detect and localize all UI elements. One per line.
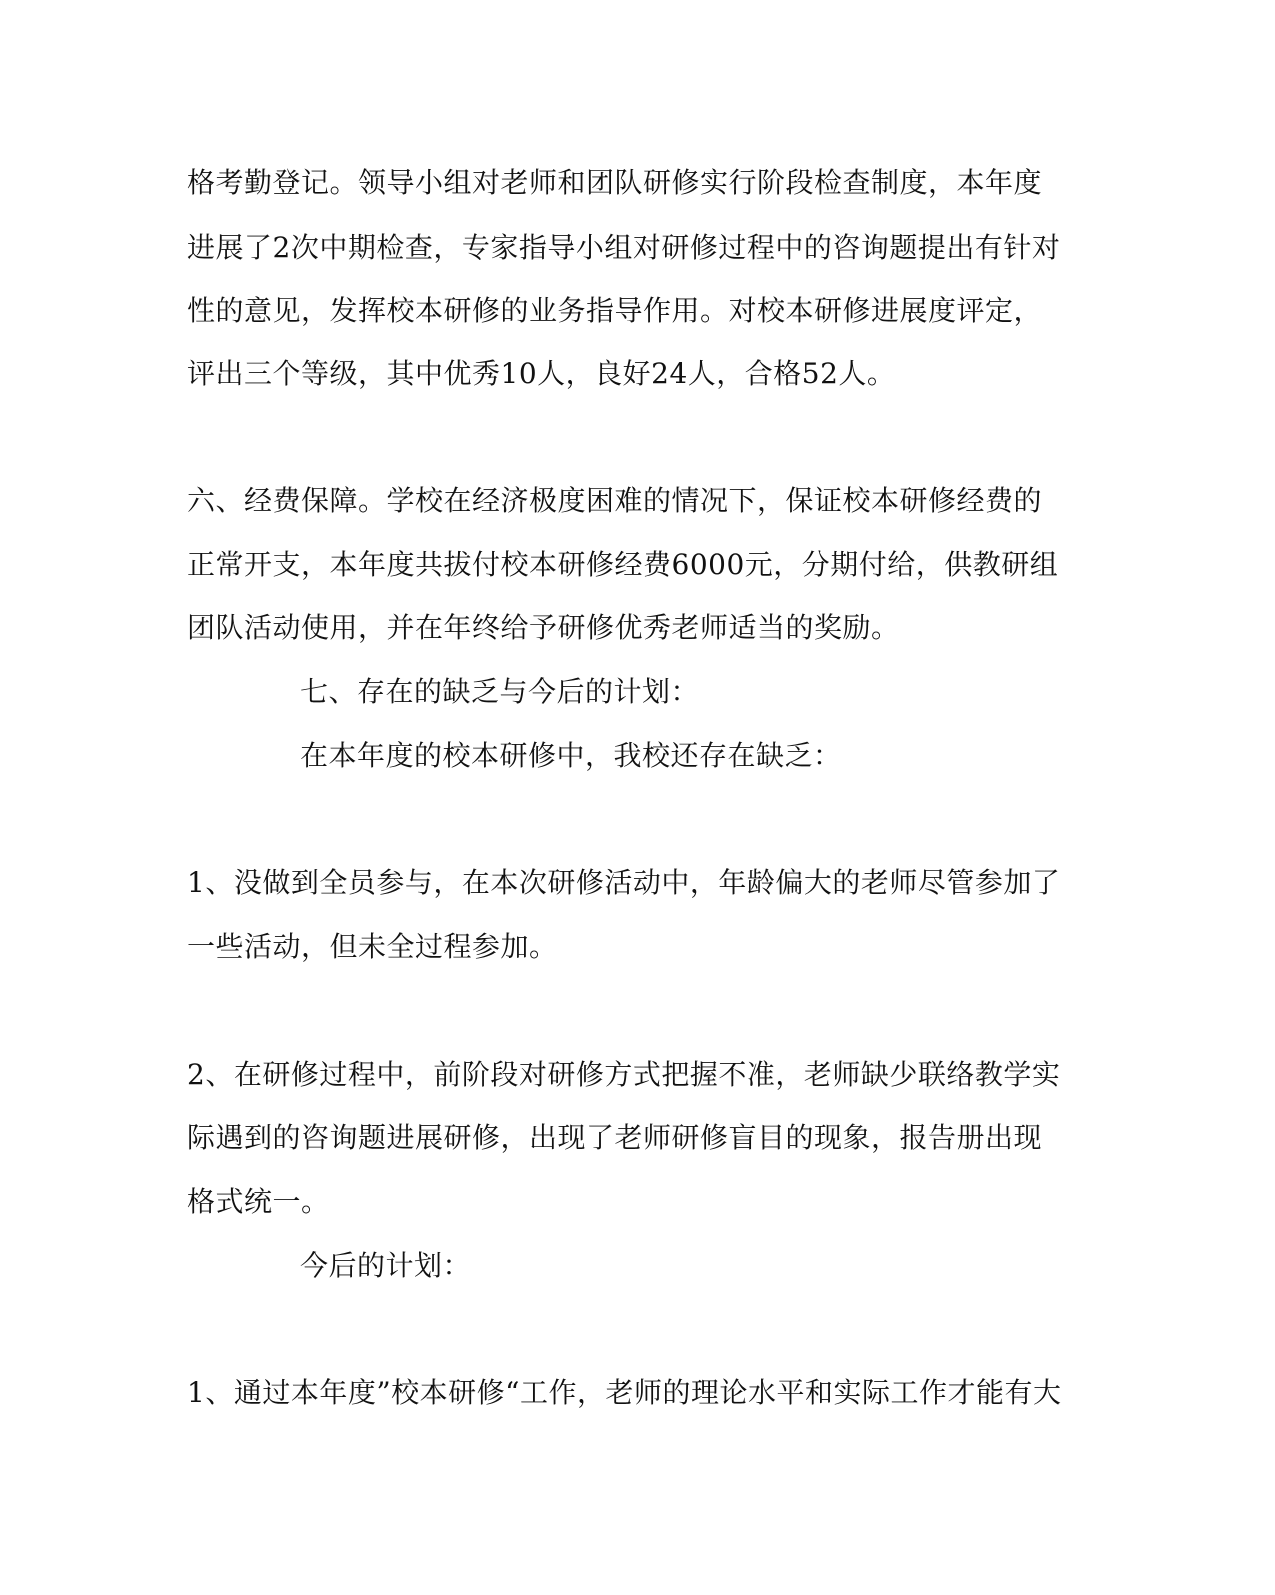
list-item-line: 2、在研修过程中，前阶段对研修方式把握不准，老师缺少联络教学实 <box>187 1058 1061 1091</box>
paragraph-line: 评出三个等级，其中优秀10人，良好24人，合格52人。 <box>187 357 896 390</box>
paragraph-line: 正常开支，本年度共拔付校本研修经费6000元，分期付给，供教研组 <box>187 548 1059 581</box>
section-heading: 七、存在的缺乏与今后的计划： <box>300 675 700 708</box>
list-item-line: 格式统一。 <box>187 1185 330 1218</box>
section-heading: 今后的计划： <box>300 1249 472 1282</box>
list-item-line: 1、通过本年度”校本研修“工作，老师的理论水平和实际工作才能有大 <box>187 1376 1062 1409</box>
paragraph-line: 进展了2次中期检查，专家指导小组对研修过程中的咨询题提出有针对 <box>187 231 1061 264</box>
paragraph-line: 在本年度的校本研修中，我校还存在缺乏： <box>300 739 842 772</box>
paragraph-line: 性的意见，发挥校本研修的业务指导作用。对校本研修进展度评定， <box>187 294 1043 327</box>
list-item-line: 1、没做到全员参与，在本次研修活动中，年龄偏大的老师尽管参加了 <box>187 866 1061 899</box>
paragraph-line: 格考勤登记。领导小组对老师和团队研修实行阶段检查制度，本年度 <box>187 166 1043 199</box>
list-item-line: 际遇到的咨询题进展研修，出现了老师研修盲目的现象，报告册出现 <box>187 1121 1043 1154</box>
paragraph-line: 六、经费保障。学校在经济极度困难的情况下，保证校本研修经费的 <box>187 484 1043 517</box>
list-item-line: 一些活动，但未全过程参加。 <box>187 930 558 963</box>
paragraph-line: 团队活动使用，并在年终给予研修优秀老师适当的奖励。 <box>187 611 900 644</box>
